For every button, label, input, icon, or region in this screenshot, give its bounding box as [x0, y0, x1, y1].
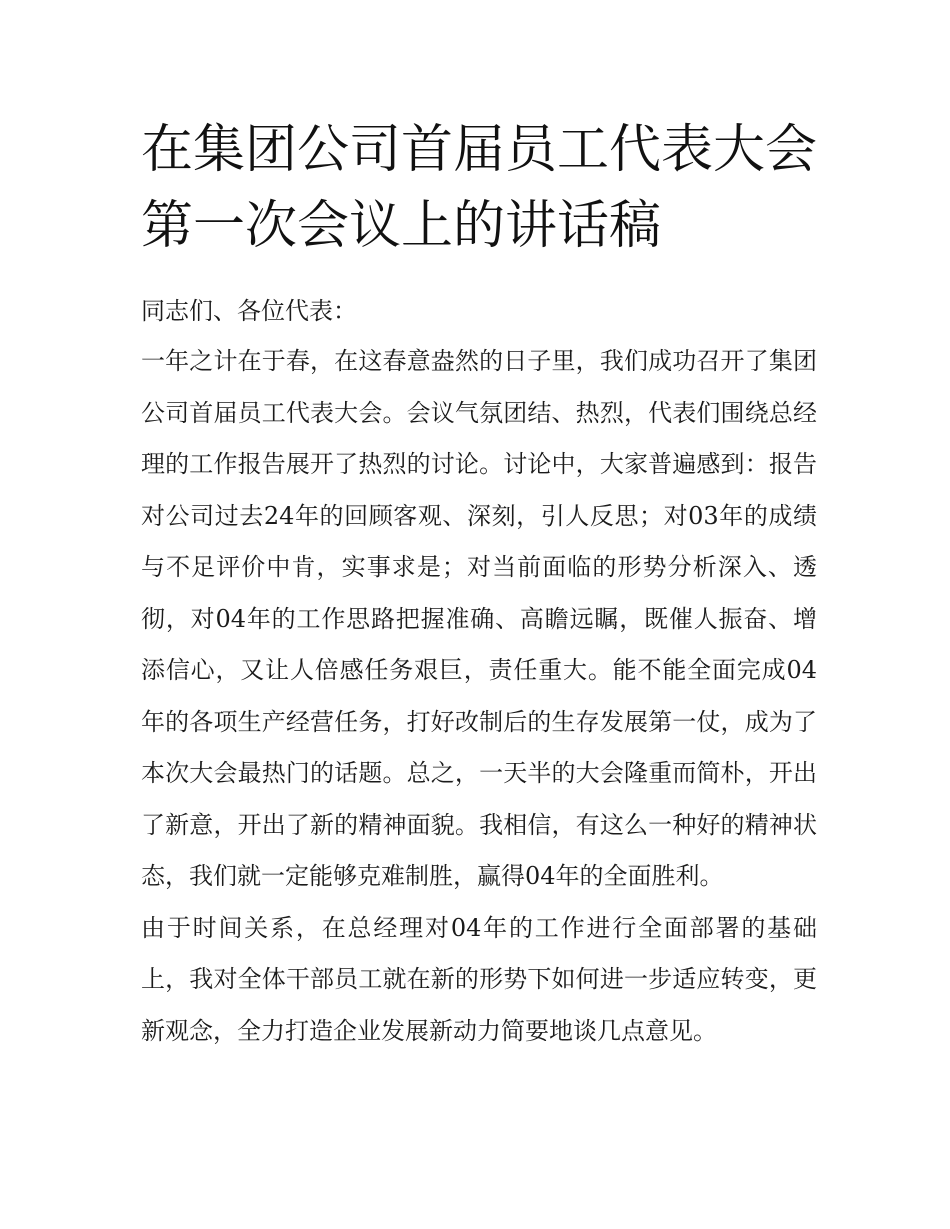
paragraph-1: 一年之计在于春，在这春意盎然的日子里，我们成功召开了集团公司首届员工代表大会。会议气氛团结、热烈，代表们围绕总经理的工作报告展开了热烈的讨论。讨论中，大家普遍感到：报告对公司过去24年的回顾客观、深刻，引人反思；对03年的成绩与不足评价中肯，实事求是；对当前面临的形势分析深入、透彻，对04年的工作思路把握准确、高瞻远瞩，既催人振奋、增添信心，又让人倍感任务艰巨，责任重大。能不能全面完成04年的各项生产经营任务，打好改制后的生存发展第一仗，成为了本次大会最热门的话题。总之，一天半的大会隆重而简朴，开出了新意，开出了新的精神面貌。我相信，有这么一种好的精神状态，我们就一定能够克难制胜，赢得04年的全面胜利。 — [141, 347, 817, 890]
salutation: 同志们、各位代表： — [141, 297, 357, 325]
paragraph-2: 由于时间关系，在总经理对04年的工作进行全面部署的基础上，我对全体干部员工就在新的形势下如何进一步适应转变，更新观念，全力打造企业发展新动力简要地谈几点意见。 — [141, 913, 817, 1045]
document-title: 在集团公司首届员工代表大会第一次会议上的讲话稿 — [141, 120, 818, 256]
document-page — [141, 112, 817, 1057]
